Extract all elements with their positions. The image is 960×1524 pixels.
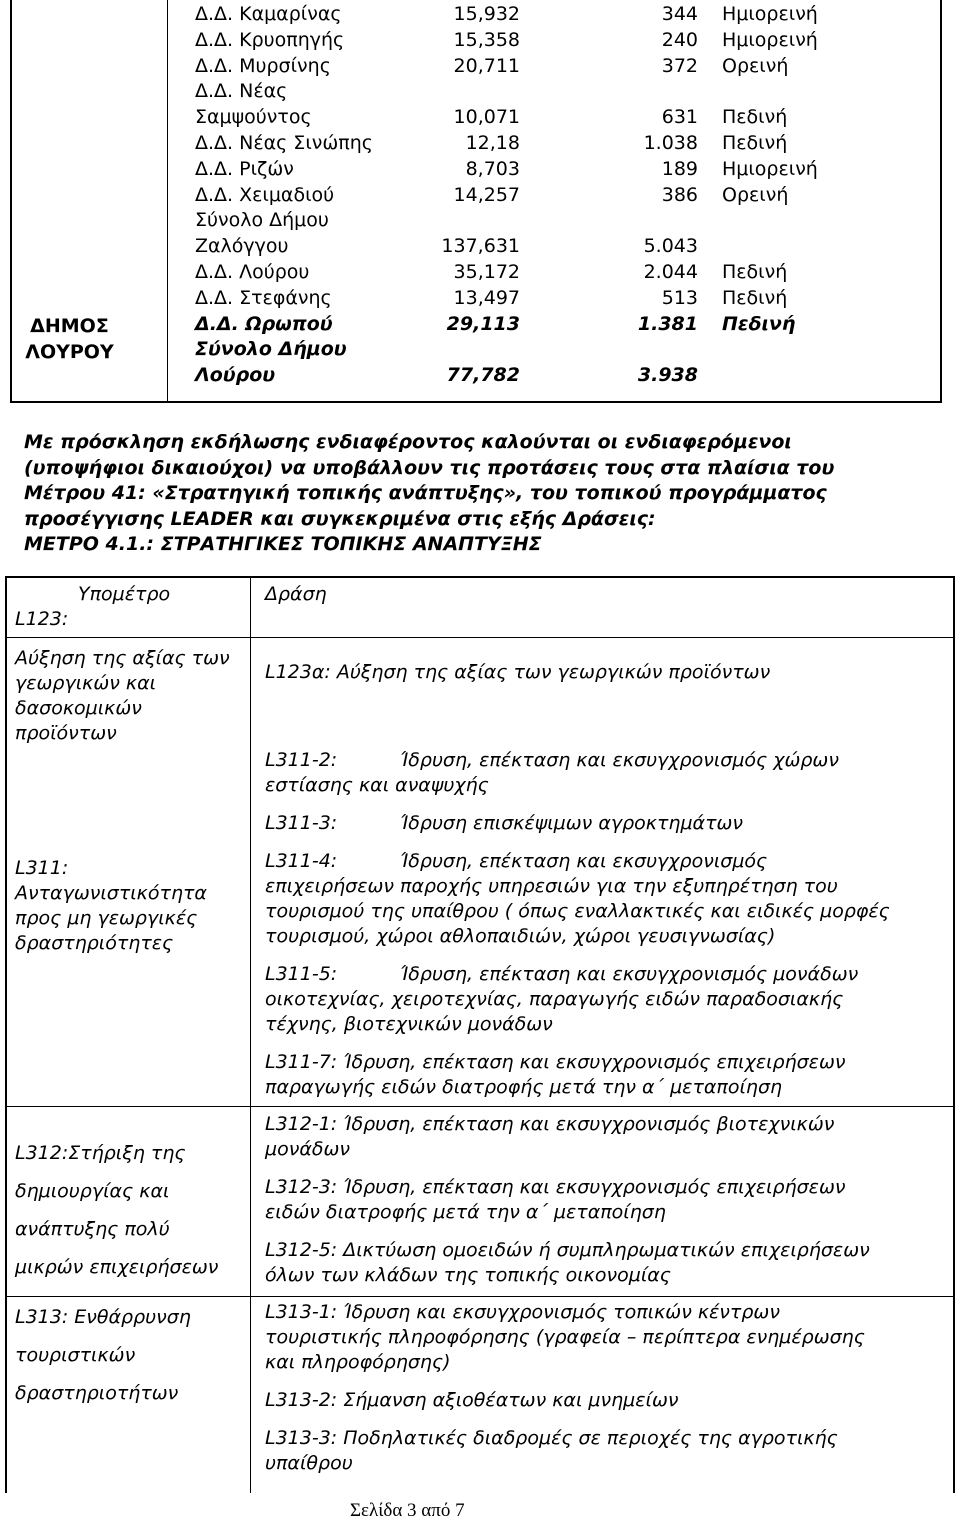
- text-line: δραστηριότητες: [15, 932, 174, 954]
- text-line: L313-2: Σήμανση αξιοθέατων και μνημείων: [265, 1389, 679, 1411]
- row-name: Δ.Δ. Καμαρίνας: [195, 3, 342, 25]
- row-population: 189: [661, 157, 698, 180]
- text-line: όλων των κλάδων της τοπικής οικονομίας: [265, 1264, 671, 1286]
- table-divider: [167, 0, 168, 401]
- text-line: L123α: Αύξηση της αξίας των γεωργικών προϊόντων: [265, 661, 771, 683]
- action-l312-5: [265, 1238, 870, 1288]
- text-line: οικοτεχνίας, χειροτεχνίας, παραγωγής ειδών παραδοσιακής: [265, 988, 844, 1010]
- intro-line: Μέτρου 41: «Στρατηγική τοπικής ανάπτυξης», του τοπικού προγράμματος: [24, 482, 827, 504]
- row-separator: [5, 637, 250, 638]
- text-line: L311-7: Ίδρυση, επέκταση και εκσυγχρονισμός επιχειρήσεων: [265, 1051, 846, 1073]
- row-name: Δ.Δ. Μυρσίνης: [195, 54, 331, 77]
- action-l311-3-code: L311-3:: [265, 812, 338, 834]
- row-separator: [250, 1106, 955, 1107]
- row-terrain: Ημιορεινή: [722, 157, 818, 180]
- text-line: L311:: [15, 857, 69, 879]
- row-name: Δ.Δ. Νέας Σινώπης: [195, 132, 373, 154]
- action-l311-3: [400, 811, 743, 836]
- text-line: L312-1: Ίδρυση, επέκταση και εκσυγχρονισμός βιοτεχνικών: [265, 1113, 835, 1135]
- group-label: [22, 313, 117, 365]
- row-name: Δ.Δ. Χειμαδιού: [195, 183, 335, 206]
- row-area: 15,358: [453, 28, 520, 51]
- action-l311-4-cont: [265, 874, 890, 949]
- text-line: παραγωγής ειδών διατροφής μετά την α΄ μεταποίηση: [265, 1076, 783, 1098]
- action-l311-2-cont: [265, 773, 489, 798]
- submeasure-l313: [15, 1298, 191, 1412]
- row-terrain: Ορεινή: [722, 183, 789, 206]
- row-population: 386: [661, 183, 698, 206]
- table-divider: [250, 576, 251, 1493]
- intro-paragraph: [24, 430, 834, 558]
- row-name: Λούρου: [195, 364, 276, 387]
- text-line: Ανταγωνιστικότητα: [15, 882, 207, 904]
- text-line: τουριστικής πληροφόρησης (γραφεία – περίπτερα ενημέρωσης: [265, 1326, 865, 1348]
- row-population: 2.044: [643, 261, 698, 283]
- row-area: 77,782: [446, 364, 520, 387]
- row-name: Σύνολο Δήμου: [195, 209, 329, 232]
- row-population: 3.938: [637, 364, 698, 387]
- row-population: 1.038: [643, 132, 698, 154]
- row-terrain: Πεδινή: [722, 261, 788, 283]
- text-line: τουριστικών: [15, 1344, 136, 1366]
- action-l311-2-code: L311-2:: [265, 749, 338, 771]
- action-l312-1: [265, 1112, 834, 1162]
- action-l313-2: [265, 1388, 678, 1413]
- row-area: 35,172: [453, 261, 520, 283]
- row-name: Δ.Δ. Στεφάνης: [195, 286, 332, 309]
- text-line: τέχνης, βιοτεχνικών μονάδων: [265, 1013, 553, 1035]
- row-area: 12,18: [465, 132, 520, 154]
- submeasure-l312: [15, 1134, 218, 1286]
- row-area: 8,703: [465, 157, 520, 180]
- row-terrain: Ημιορεινή: [722, 28, 818, 51]
- text-line: και πληροφόρησης): [265, 1351, 451, 1373]
- row-area: 10,071: [453, 106, 520, 129]
- action-l311-4-code: L311-4:: [265, 850, 338, 872]
- text-line: εστίασης και αναψυχής: [265, 774, 489, 796]
- row-population: 372: [661, 54, 698, 77]
- text-line: Ίδρυση, επέκταση και εκσυγχρονισμός χώρων: [400, 749, 839, 771]
- row-name: Δ.Δ. Κρυοπηγής: [195, 28, 345, 51]
- header-submeasure: Υπομέτρο: [78, 583, 171, 605]
- action-l123a: [265, 660, 770, 685]
- row-name: Δ.Δ. Λούρου: [195, 261, 310, 283]
- text-line: L313-3: Ποδηλατικές διαδρομές σε περιοχές της αγροτικής: [265, 1427, 838, 1449]
- row-area: 14,257: [453, 183, 520, 206]
- row-area: 13,497: [453, 286, 520, 309]
- text-line: μονάδων: [265, 1138, 350, 1160]
- row-separator: [250, 637, 955, 638]
- text-line: Ίδρυση, επέκταση και εκσυγχρονισμός: [400, 850, 768, 872]
- text-line: Αύξηση της αξίας των: [15, 647, 230, 669]
- row-population: 240: [661, 28, 698, 51]
- action-l313-3: [265, 1426, 838, 1476]
- submeasure-l123-code: L123:: [15, 608, 69, 630]
- row-terrain: Πεδινή: [722, 106, 788, 129]
- intro-line: προσέγγισης LEADER και συγκεκριμένα στις εξής Δράσεις:: [24, 507, 656, 530]
- text-line: L312-5: Δικτύωση ομοειδών ή συμπληρωματικών επιχειρήσεων: [265, 1239, 870, 1261]
- text-line: δραστηριοτήτων: [15, 1382, 179, 1404]
- header-action: Δράση: [265, 583, 327, 605]
- action-l313-1: [265, 1300, 865, 1375]
- submeasure-l311: [15, 856, 207, 956]
- row-population: 513: [661, 286, 698, 309]
- row-population: 5.043: [643, 235, 698, 258]
- intro-line: (υποψήφιοι δικαιούχοι) να υποβάλλουν τις προτάσεις τους στα πλαίσια του: [24, 456, 835, 479]
- text-line: τουρισμού της υπαίθρου ( όπως εναλλακτικές και ειδικές μορφές: [265, 900, 890, 922]
- row-terrain: Ορεινή: [722, 54, 789, 77]
- group-label-line2: ΛΟΥΡΟΥ: [25, 341, 114, 363]
- group-label-line1: ΔΗΜΟΣ: [30, 315, 109, 337]
- row-separator: [250, 1296, 955, 1297]
- action-l311-5-cont: [265, 987, 843, 1037]
- row-area: 15,932: [453, 3, 520, 25]
- row-area: 137,631: [441, 235, 520, 258]
- row-name: Δ.Δ. Ωρωπού: [195, 312, 333, 335]
- page-number: Σελίδα 3 από 7: [350, 1500, 465, 1521]
- row-terrain: Πεδινή: [722, 286, 788, 309]
- action-l311-4: [400, 849, 767, 874]
- row-area: 29,113: [446, 312, 520, 335]
- text-line: τουρισμού, χώροι αθλοπαιδιών, χώροι γευσιγνωσίας): [265, 925, 776, 947]
- text-line: L312-3: Ίδρυση, επέκταση και εκσυγχρονισμός επιχειρήσεων: [265, 1176, 846, 1198]
- row-name: Σύνολο Δήμου: [195, 338, 347, 361]
- text-line: μικρών επιχειρήσεων: [15, 1256, 219, 1278]
- action-l312-3: [265, 1175, 845, 1225]
- text-line: δημιουργίας και: [15, 1180, 170, 1202]
- row-population: 631: [661, 106, 698, 129]
- text-line: γεωργικών και: [15, 672, 157, 694]
- action-l311-5: [400, 962, 858, 987]
- text-line: Ίδρυση, επέκταση και εκσυγχρονισμός μονάδων: [400, 963, 859, 985]
- row-name: Σαμψούντος: [195, 106, 312, 129]
- text-line: L312:Στήριξη της: [15, 1142, 186, 1164]
- text-line: L313: Ενθάρρυνση: [15, 1306, 191, 1328]
- action-l311-2: [400, 748, 839, 773]
- text-line: δασοκομικών: [15, 697, 142, 719]
- row-terrain: Πεδινή: [722, 312, 796, 335]
- row-terrain: Ημιορεινή: [722, 3, 818, 25]
- row-separator: [5, 1106, 250, 1107]
- text-line: προς μη γεωργικές: [15, 907, 198, 929]
- action-l311-5-code: L311-5:: [265, 963, 338, 985]
- intro-line: ΜΕΤΡΟ 4.1.: ΣΤΡΑΤΗΓΙΚΕΣ ΤΟΠΙΚΗΣ ΑΝΑΠΤΥΞΗΣ: [24, 533, 542, 555]
- action-l311-7: [265, 1050, 845, 1100]
- row-terrain: Πεδινή: [722, 132, 788, 154]
- text-line: L313-1: Ίδρυση και εκσυγχρονισμός τοπικών κέντρων: [265, 1301, 780, 1323]
- submeasure-l123: [15, 646, 230, 746]
- row-name: Δ.Δ. Νέας: [195, 80, 288, 103]
- text-line: ειδών διατροφής μετά την α΄ μεταποίηση: [265, 1201, 666, 1223]
- row-name: Δ.Δ. Ριζών: [195, 157, 294, 180]
- row-area: 20,711: [453, 54, 520, 77]
- text-line: επιχειρήσεων παροχής υπηρεσιών για την εξυπηρέτηση του: [265, 875, 838, 897]
- row-population: 1.381: [637, 312, 698, 335]
- text-line: προϊόντων: [15, 722, 117, 744]
- intro-line: Με πρόσκληση εκδήλωσης ενδιαφέροντος καλούνται οι ενδιαφερόμενοι: [24, 431, 792, 453]
- row-population: 344: [661, 3, 698, 25]
- row-name: Ζαλόγγου: [195, 235, 289, 258]
- row-separator: [5, 1296, 250, 1297]
- text-line: υπαίθρου: [265, 1452, 353, 1474]
- text-line: ανάπτυξης πολύ: [15, 1218, 170, 1240]
- text-line: Ίδρυση επισκέψιμων αγροκτημάτων: [400, 812, 744, 834]
